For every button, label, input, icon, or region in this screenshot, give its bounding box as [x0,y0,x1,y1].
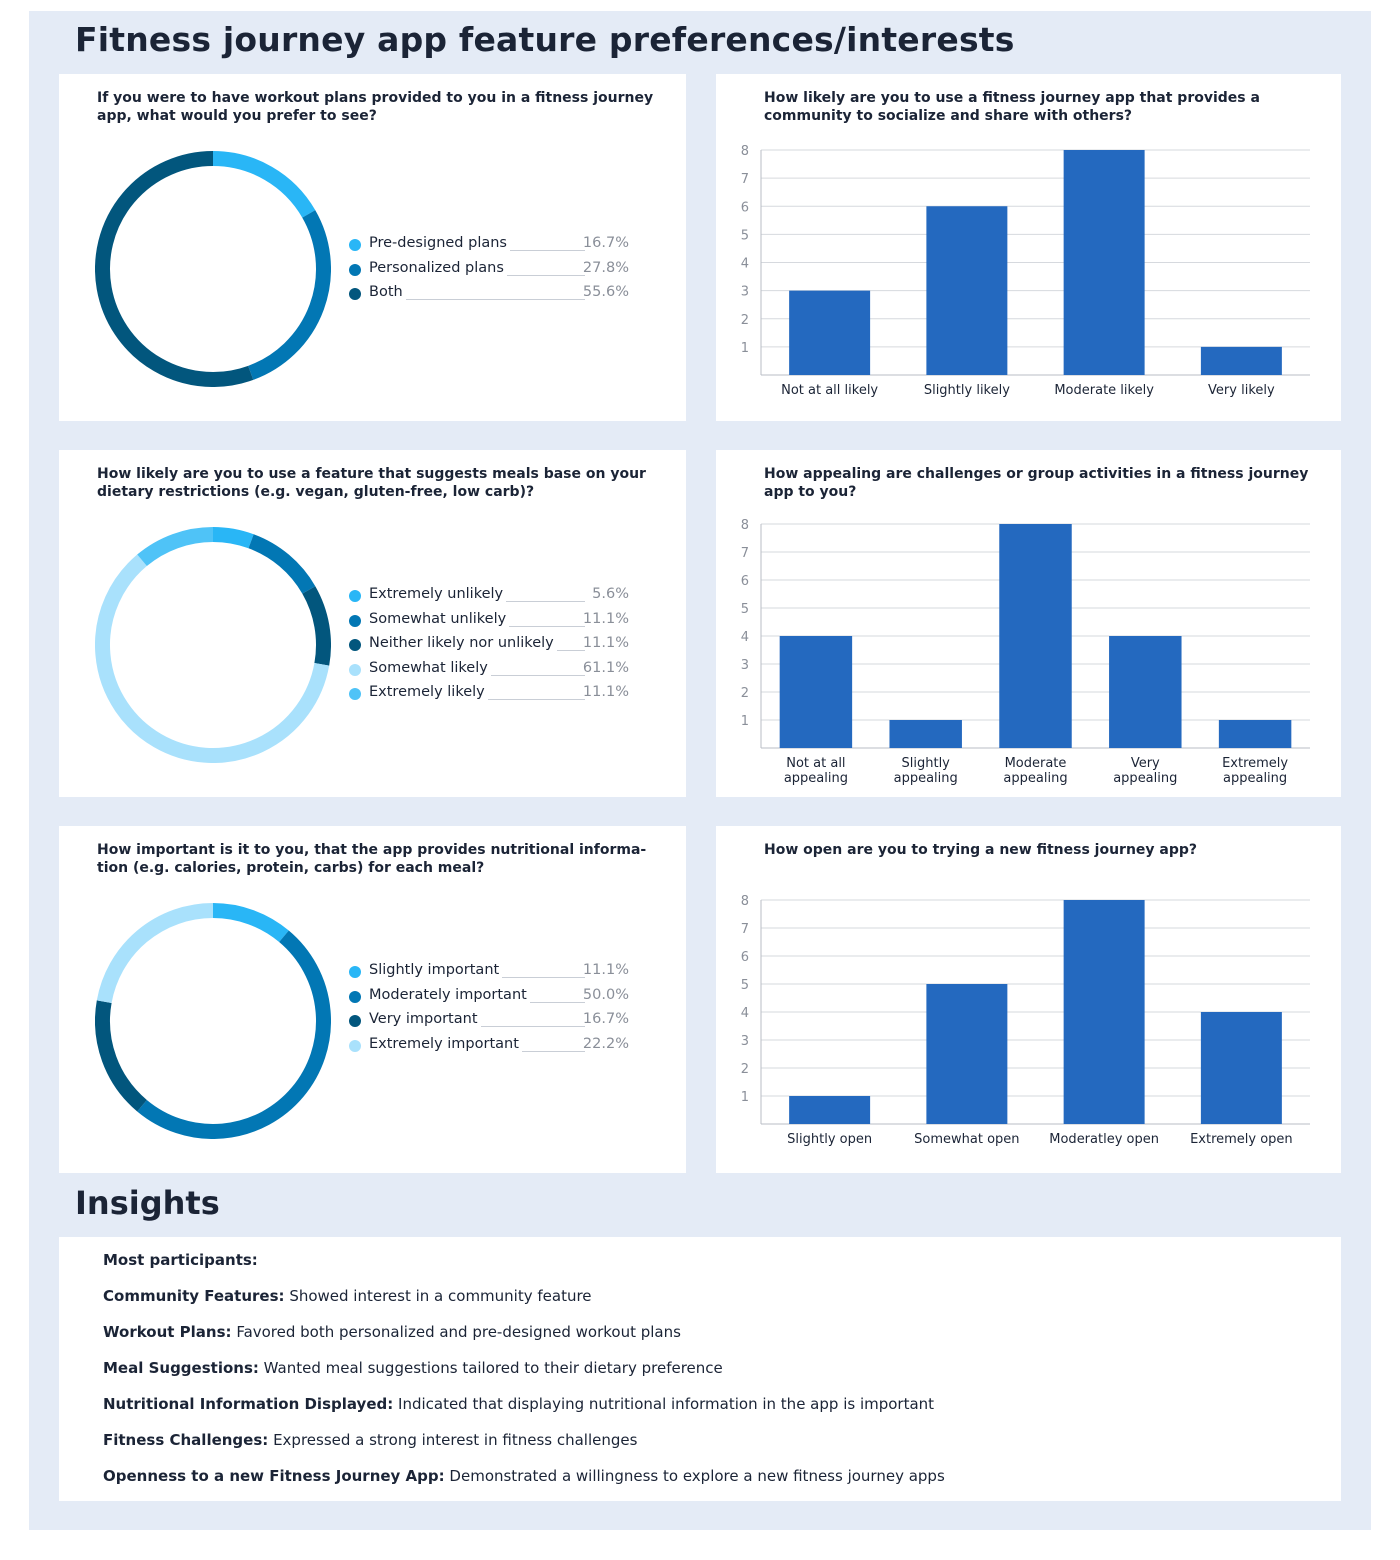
legend-swatch [349,966,361,978]
insights-heading: Insights [75,1184,220,1222]
legend-item-somewhat-likely [347,659,629,684]
x-tick-label: appealing [893,771,958,786]
meals-card [59,450,686,797]
insight-text: Favored both personalized and pre-designed workout plans [236,1323,681,1341]
donut-slice-very-important [103,1002,143,1106]
bar-moderate-likely [1064,150,1145,375]
legend-value: 11.1% [582,610,629,627]
y-tick-label: 1 [740,340,749,356]
legend-swatch [349,288,361,300]
donut-slice-both [103,159,251,380]
page-title: Fitness journey app feature preferences/interests [75,20,1015,59]
openness-title: How open are you to trying a new fitness journey app? [764,842,1198,858]
x-tick-label: Slightly open [787,1132,873,1147]
x-tick-label: Somewhat open [914,1132,1020,1147]
bar-very-appealing [1109,636,1181,748]
insight-label: Community Features: [103,1287,285,1305]
legend-label: Both [369,283,406,302]
insight-community [103,1287,592,1305]
challenges-card [716,450,1341,797]
x-tick-label: appealing [1003,771,1068,786]
insight-text: Showed interest in a community feature [289,1287,592,1305]
legend-label: Slightly important [369,961,502,980]
insight-meal-suggestions [103,1359,723,1377]
legend-value: 5.6% [592,586,629,602]
legend-swatch [349,664,361,676]
insight-workout-plans [103,1323,681,1341]
legend-value: 11.1% [582,962,629,978]
donut-slice-neither-likely-nor-unlikely [309,590,324,664]
legend-value: 22.2% [582,1035,629,1052]
legend-swatch [349,615,361,627]
legend-label: Extremely important [369,1035,522,1054]
insights-panel [59,1237,1341,1501]
workout-plans-donut [95,151,331,387]
y-tick-label: 3 [740,658,749,673]
legend-value: 16.7% [582,235,629,251]
legend-swatch [349,1015,361,1027]
nutrition-legend [347,961,629,1059]
legend-value: 27.8% [582,259,629,276]
donut-slice-extremely-unlikely [213,535,251,542]
bar-moderatley-open [1064,900,1145,1124]
x-tick-label: Extremely open [1190,1132,1293,1147]
nutrition-card [59,826,686,1173]
bar-slightly-appealing [889,720,961,748]
y-tick-label: 7 [740,546,749,561]
legend-swatch [349,639,361,651]
openness-bar-chart [716,826,1341,1173]
legend-item-neither-likely-nor-unlikely [347,634,629,659]
y-tick-label: 1 [740,714,749,729]
y-tick-label: 5 [740,978,749,993]
donut-slice-extremely-likely [142,535,213,561]
y-tick-label: 6 [740,950,749,965]
community-bar-chart [716,74,1341,421]
insight-label: Nutritional Information Displayed: [103,1395,394,1413]
x-tick-label: appealing [1113,771,1178,786]
legend-item-somewhat-unlikely [347,610,629,635]
donut-slice-slightly-important [213,911,284,937]
y-tick-label: 4 [740,1006,749,1021]
insight-label: Openness to a new Fitness Journey App: [103,1467,445,1485]
legend-label: Moderately important [369,986,530,1005]
bar-not-at-all-appealing [780,636,852,748]
y-tick-label: 2 [740,1062,749,1077]
legend-label: Neither likely nor unlikely [369,634,557,653]
legend-swatch [349,590,361,602]
bar-slightly-likely [926,206,1007,375]
insight-label: Workout Plans: [103,1323,232,1341]
legend-label: Somewhat likely [369,659,491,678]
meals-donut [95,527,331,763]
legend-item-moderately-important [347,986,629,1011]
legend-item-very-important [347,1010,629,1035]
legend-value: 50.0% [582,986,629,1003]
x-tick-label: Slightly likely [923,383,1010,398]
x-tick-label: Moderate [1004,756,1067,771]
meals-legend [347,585,629,708]
nutrition-donut [95,903,331,1139]
legend-label: Extremely unlikely [369,585,506,604]
y-tick-label: 8 [740,894,749,909]
legend-label: Somewhat unlikely [369,610,509,629]
y-tick-label: 6 [740,200,749,216]
bar-slightly-open [789,1096,870,1124]
bar-very-likely [1201,347,1282,375]
insight-label: Fitness Challenges: [103,1431,269,1449]
workout-plans-title: If you were to have workout plans provided to you in a fitness journey app, what would you prefer to see? [97,90,654,124]
x-tick-label: Moderatley open [1049,1132,1159,1147]
challenges-title: How appealing are challenges or group activities in a fitness journey app to you? [764,466,1309,500]
workout-plans-legend [347,234,629,308]
legend-value: 11.1% [582,635,629,651]
insight-text: Expressed a strong interest in fitness challenges [273,1431,638,1449]
insight-text: Indicated that displaying nutritional information in the app is important [398,1395,935,1413]
bar-extremely-open [1201,1012,1282,1124]
y-tick-label: 7 [740,922,749,937]
y-tick-label: 6 [740,574,749,589]
legend-value: 16.7% [582,1011,629,1027]
legend-swatch [349,239,361,251]
legend-swatch [349,264,361,276]
legend-item-extremely-important [347,1035,629,1060]
x-tick-label: Moderate likely [1054,383,1154,398]
workout-plans-card [59,74,686,421]
legend-label: Pre-designed plans [369,234,510,253]
legend-item-pre-designed-plans [347,234,629,259]
y-tick-label: 8 [740,518,749,533]
y-tick-label: 1 [740,1090,749,1105]
y-tick-label: 5 [740,228,749,244]
x-tick-label: Very [1130,756,1160,771]
donut-slice-extremely-important [104,911,213,1002]
donut-slice-moderately-important [142,936,323,1131]
legend-swatch [349,1040,361,1052]
legend-swatch [349,688,361,700]
bar-not-at-all-likely [789,291,870,375]
donut-slice-pre-designed-plans [213,159,309,214]
legend-item-slightly-important [347,961,629,986]
donut-slice-somewhat-likely [103,560,322,755]
x-tick-label: Extremely [1222,756,1289,771]
meals-title: How likely are you to use a feature that suggests meals base on your dietary restrictions (e.g. vegan, gluten-free, low carb)? [97,466,646,500]
insight-text: Wanted meal suggestions tailored to their dietary preference [263,1359,723,1377]
bar-somewhat-open [926,984,1007,1124]
openness-card [716,826,1341,1173]
legend-item-both [347,283,629,308]
legend-label: Extremely likely [369,683,488,702]
y-tick-label: 7 [740,172,749,188]
y-tick-label: 2 [740,686,749,701]
legend-swatch [349,991,361,1003]
legend-item-extremely-likely [347,683,629,708]
legend-item-personalized-plans [347,259,629,284]
y-tick-label: 4 [740,256,749,272]
insight-text: Demonstrated a willingness to explore a new fitness journey apps [449,1467,945,1485]
x-tick-label: Not at all [786,756,846,771]
y-tick-label: 2 [740,312,749,328]
donut-slice-somewhat-unlikely [251,541,309,590]
legend-label: Personalized plans [369,259,507,278]
y-tick-label: 5 [740,602,749,617]
y-tick-label: 3 [740,1034,749,1049]
legend-label: Very important [369,1010,481,1029]
x-tick-label: Not at all likely [781,383,879,398]
insight-nutritional-info [103,1395,934,1413]
challenges-bar-chart [716,450,1341,797]
bar-extremely-appealing [1219,720,1291,748]
nutrition-title: How important is it to you, that the app provides nutritional informa-tion (e.g. calories, protein, carbs) for each meal? [97,842,647,876]
legend-value: 11.1% [582,684,629,700]
x-tick-label: Very likely [1208,383,1275,398]
insight-fitness-challenges [103,1431,637,1449]
y-tick-label: 8 [740,144,749,159]
community-title: How likely are you to use a fitness journey app that provides a community to socialize and share with others? [764,90,1260,124]
legend-value: 61.1% [582,659,629,676]
legend-value: 55.6% [582,284,629,300]
community-card [716,74,1341,421]
insight-openness [103,1467,945,1485]
x-tick-label: appealing [783,771,848,786]
x-tick-label: appealing [1223,771,1288,786]
insight-label: Meal Suggestions: [103,1359,259,1377]
x-tick-label: Slightly [901,756,950,771]
y-tick-label: 4 [740,630,749,645]
donut-slice-personalized-plans [251,214,324,373]
insights-intro: Most participants: [103,1251,258,1269]
legend-item-extremely-unlikely [347,585,629,610]
bar-moderate-appealing [999,524,1071,748]
y-tick-label: 3 [740,284,749,300]
